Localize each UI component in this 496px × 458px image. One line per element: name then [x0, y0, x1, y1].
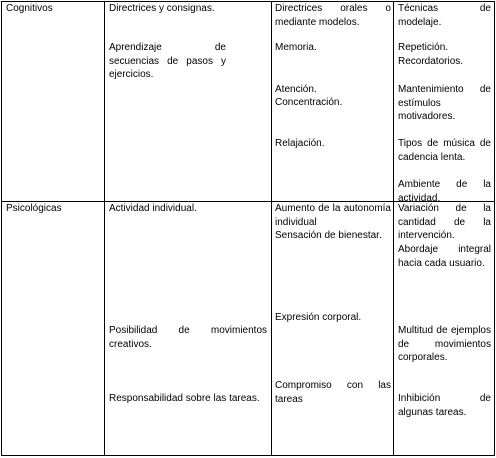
table-border-right: [494, 1, 495, 456]
row-category-psicologicas: Psicológicas: [6, 203, 62, 214]
cell-text: Compromiso con las tareas: [275, 380, 391, 405]
cell-text: Multitud de ejemplos de movimientos corporales.: [398, 325, 491, 363]
cell-text: Técnicas de modelaje.: [398, 3, 491, 28]
table-col-divider-2: [271, 1, 272, 456]
cell-text: Directrices orales o mediante modelos.: [275, 3, 391, 28]
row-category-cognitivos: Cognitivos: [6, 3, 53, 14]
cell-text: Expresión corporal.: [275, 312, 362, 323]
cell-text: Aprendizaje de secuencias de pasos y ejercicios.: [109, 42, 226, 80]
cell-text: Aumento de la autonomía individual: [275, 203, 391, 228]
cell-text: Inhibición de algunas tareas.: [398, 393, 491, 418]
table-col-divider-3: [393, 1, 394, 456]
cell-text: Variación de la cantidad de la intervención.: [398, 203, 491, 241]
cell-text: Ambiente de la actividad.: [398, 179, 491, 204]
cell-text: Repetición.: [398, 42, 449, 53]
table-border-left: [1, 1, 2, 456]
cell-text: Abordaje integral hacia cada usuario.: [398, 244, 491, 269]
cell-text: Concentración.: [275, 97, 343, 108]
cell-text: Relajación.: [275, 138, 325, 149]
cell-text: Memoria.: [275, 42, 317, 53]
table-border-bottom: [1, 455, 495, 456]
cell-text: Recordatorios.: [398, 56, 464, 67]
cell-text: Posibilidad de movimientos creativos.: [109, 325, 267, 350]
cell-text: Sensación de bienestar.: [275, 230, 382, 241]
cell-text: Atención.: [275, 84, 317, 95]
cell-text: Directrices y consignas.: [109, 3, 215, 14]
cell-text: Tipos de música de cadencia lenta.: [398, 138, 491, 163]
table-col-divider-1: [104, 1, 105, 456]
cell-text: Actividad individual.: [109, 203, 197, 214]
cell-text: Responsabilidad sobre las tareas.: [109, 393, 260, 404]
cell-text: Mantenimiento de estímulos motivadores.: [398, 84, 491, 122]
